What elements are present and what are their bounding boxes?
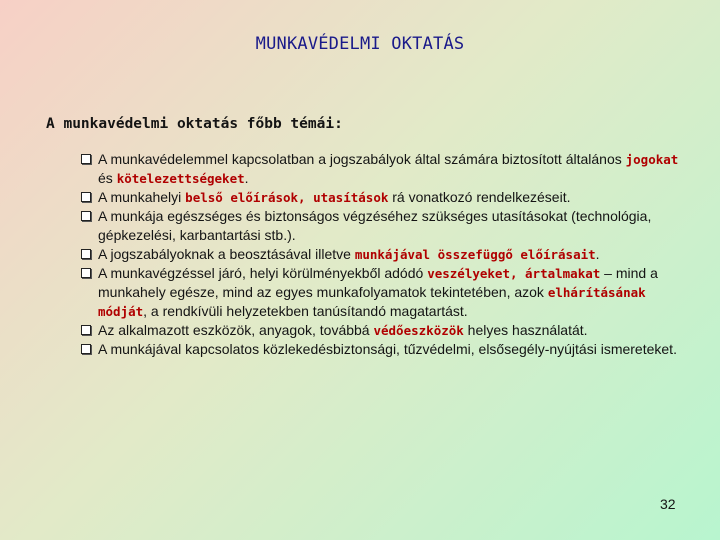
item-text: A munkájával kapcsolatos közlekedésbiztonsági, tűzvédelmi, elsősegély-nyújtási ismereteket. xyxy=(98,341,677,357)
item-text: rá vonatkozó rendelkezéseit. xyxy=(388,189,571,205)
item-text: helyes használatát. xyxy=(463,322,588,338)
item-text: , a rendkívüli helyzetekben tanúsítandó magatartást. xyxy=(143,303,468,319)
list-item xyxy=(80,245,680,264)
section-heading: A munkavédelmi oktatás főbb témái: xyxy=(46,116,343,132)
list-item xyxy=(80,264,680,321)
checkbox-square-icon xyxy=(81,325,91,335)
checkbox-square-icon xyxy=(81,154,91,164)
item-highlight: munkájával összefüggő előírásait xyxy=(354,247,596,262)
slide-title: MUNKAVÉDELMI OKTATÁS xyxy=(255,34,465,54)
item-highlight: jogokat xyxy=(625,152,679,167)
list-item xyxy=(80,188,680,207)
item-highlight: belső előírások, utasítások xyxy=(185,190,389,205)
item-text: Az alkalmazott eszközök, anyagok, továbbá xyxy=(98,322,374,338)
item-text: A munkavégzéssel járó, helyi körülményekből adódó xyxy=(98,265,428,281)
item-text: és xyxy=(98,170,117,186)
list-item xyxy=(80,150,680,188)
checkbox-square-icon xyxy=(81,268,91,278)
item-highlight: kötelezettségeket xyxy=(116,171,245,186)
checkbox-square-icon xyxy=(81,192,91,202)
item-text: A munkahelyi xyxy=(98,189,186,205)
item-text: A munkavédelemmel kapcsolatban a jogszabályok által számára biztosított általános xyxy=(98,151,626,167)
item-highlight: elhárításának módját xyxy=(98,285,646,319)
topic-list xyxy=(80,150,680,359)
item-text: . xyxy=(595,246,600,262)
list-item xyxy=(80,340,680,359)
item-highlight: veszélyeket, ártalmakat xyxy=(427,266,601,281)
checkbox-square-icon xyxy=(81,249,91,259)
item-text: A munkája egészséges és biztonságos végzéséhez szükséges utasításokat (technológia, gépkezelési, karbantartási stb.). xyxy=(98,208,652,243)
item-text: – mind a munkahely egésze, mind az egyes munkafolyamatok tekintetében, azok xyxy=(98,265,658,300)
list-item xyxy=(80,321,680,340)
checkbox-square-icon xyxy=(81,211,91,221)
checkbox-square-icon xyxy=(81,344,91,354)
page-number: 32 xyxy=(660,496,676,512)
item-text: A jogszabályoknak a beosztásával illetve xyxy=(98,246,355,262)
item-highlight: védőeszközök xyxy=(373,323,464,338)
list-item xyxy=(80,207,680,245)
item-text: . xyxy=(244,170,249,186)
